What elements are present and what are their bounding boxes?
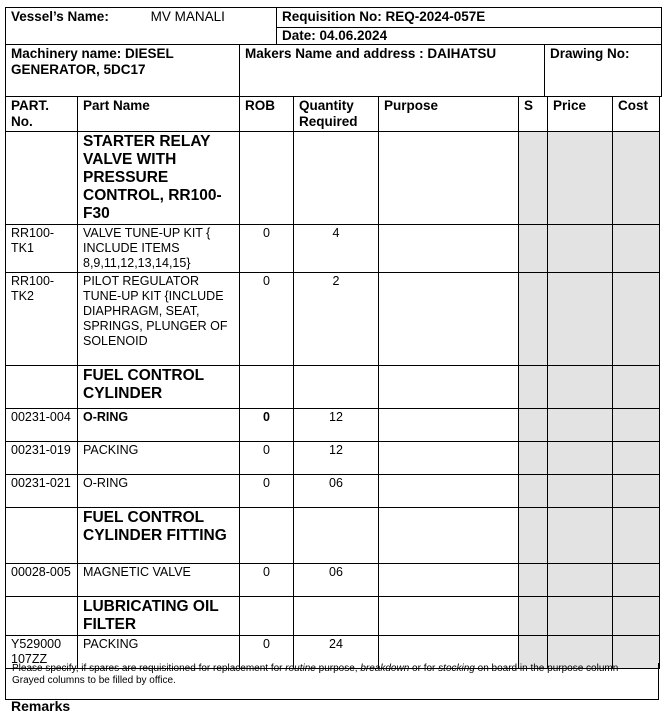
section-name: FUEL CONTROL CYLINDER FITTING xyxy=(78,508,240,564)
part-no: Y529000 107ZZ xyxy=(6,636,78,669)
part-no: RR100-TK2 xyxy=(6,273,78,366)
purpose-cell[interactable] xyxy=(379,225,519,273)
part-no: 00231-019 xyxy=(6,442,78,475)
section-row xyxy=(6,366,660,409)
section-name: LUBRICATING OIL FILTER xyxy=(78,597,240,636)
makers-name: Makers Name and address : DAIHATSU xyxy=(240,45,545,97)
column-header-row xyxy=(6,97,660,132)
rob-value: 0 xyxy=(240,442,294,475)
purpose-cell[interactable] xyxy=(379,442,519,475)
table-row xyxy=(6,273,660,366)
part-no: 00028-005 xyxy=(6,564,78,597)
section-name: STARTER RELAY VALVE WITH PRESSURE CONTROL, RR100-F30 xyxy=(78,132,240,225)
qty-value: 12 xyxy=(294,409,379,442)
machinery-table xyxy=(5,44,662,97)
col-purpose: Purpose xyxy=(379,97,519,132)
part-name: O-RING xyxy=(78,409,240,442)
table-row xyxy=(6,564,660,597)
section-row xyxy=(6,132,660,225)
part-no: 00231-021 xyxy=(6,475,78,508)
purpose-cell[interactable] xyxy=(379,273,519,366)
grey-note: Grayed columns to be filled by office. xyxy=(12,675,176,686)
parts-table xyxy=(5,96,660,669)
rob-value: 0 xyxy=(240,409,294,442)
purpose-cell[interactable] xyxy=(379,475,519,508)
vessel-cell xyxy=(6,8,277,45)
part-name: PILOT REGULATOR TUNE-UP KIT {INCLUDE DIAPHRAGM, SEAT, SPRINGS, PLUNGER OF SOLENOID xyxy=(78,273,240,366)
qty-value: 06 xyxy=(294,475,379,508)
col-rob: ROB xyxy=(240,97,294,132)
table-row xyxy=(6,442,660,475)
part-name: PACKING xyxy=(78,442,240,475)
qty-value: 12 xyxy=(294,442,379,475)
col-cost: Cost xyxy=(613,97,660,132)
machinery-name: Machinery name: DIESEL GENERATOR, 5DC17 xyxy=(6,45,240,97)
qty-value: 06 xyxy=(294,564,379,597)
rob-value: 0 xyxy=(240,564,294,597)
drawing-no: Drawing No: xyxy=(545,45,662,97)
rob-value: 0 xyxy=(240,273,294,366)
part-name: VALVE TUNE-UP KIT { INCLUDE ITEMS 8,9,11,12,13,14,15} xyxy=(78,225,240,273)
part-name: MAGNETIC VALVE xyxy=(78,564,240,597)
section-row xyxy=(6,508,660,564)
rob-value: 0 xyxy=(240,225,294,273)
section-row xyxy=(6,597,660,636)
purpose-cell[interactable] xyxy=(379,564,519,597)
table-row xyxy=(6,225,660,273)
vessel-name: MV MANALI xyxy=(150,9,225,24)
header-table xyxy=(5,7,662,45)
purpose-cell[interactable] xyxy=(379,409,519,442)
col-s: S xyxy=(519,97,548,132)
remarks-label: Remarks xyxy=(11,698,71,714)
table-row xyxy=(6,475,660,508)
date: Date: 04.06.2024 xyxy=(277,28,662,45)
vessel-label: Vessel’s Name: xyxy=(11,9,109,24)
part-no: RR100-TK1 xyxy=(6,225,78,273)
part-name: O-RING xyxy=(78,475,240,508)
rob-value: 0 xyxy=(240,636,294,669)
col-part-no: PART. No. xyxy=(6,97,78,132)
col-qty: Quantity Required xyxy=(294,97,379,132)
qty-value: 24 xyxy=(294,636,379,669)
col-part-name: Part Name xyxy=(78,97,240,132)
footer-note: Please specify, if spares are requisitioned for replacement for routine purpose, breakdown or for stocking on board in the purpose column Grayed columns to be filled by office. xyxy=(5,663,659,700)
qty-value: 4 xyxy=(294,225,379,273)
section-name: FUEL CONTROL CYLINDER xyxy=(78,366,240,409)
requisition-no: Requisition No: REQ-2024-057E xyxy=(277,8,662,28)
part-no: 00231-004 xyxy=(6,409,78,442)
requisition-form xyxy=(5,7,661,669)
col-price: Price xyxy=(548,97,613,132)
table-row xyxy=(6,409,660,442)
qty-value: 2 xyxy=(294,273,379,366)
rob-value: 0 xyxy=(240,475,294,508)
part-name: PACKING xyxy=(78,636,240,669)
